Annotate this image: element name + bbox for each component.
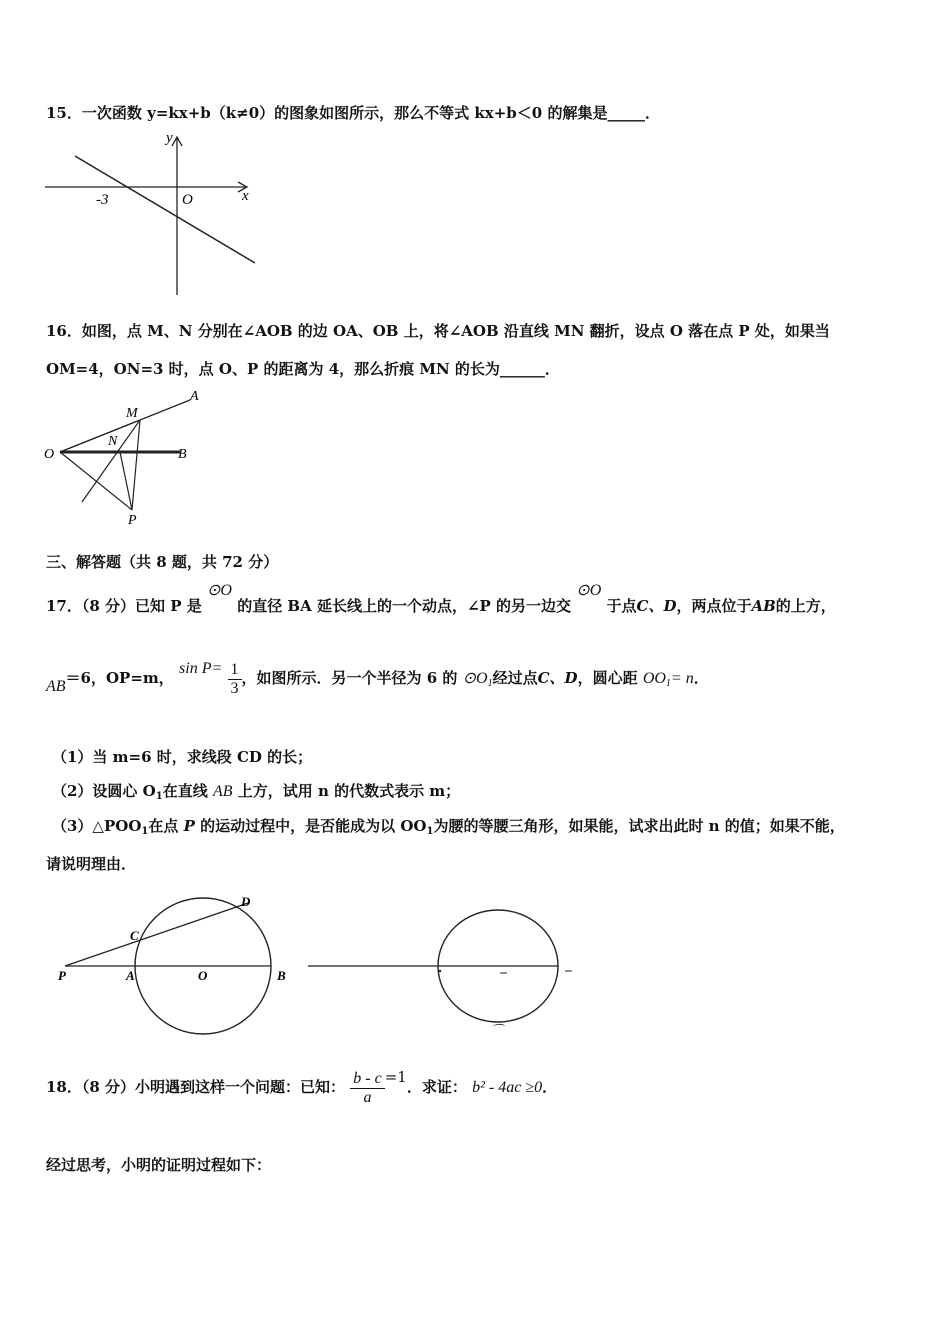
section3-title: 三、解答题（共 8 题，共 72 分） [46, 553, 279, 571]
q17-l2e: ． [693, 669, 709, 687]
q17-sub3a: （3）△POO [52, 817, 142, 835]
q18-line [46, 1068, 557, 1107]
q17-figure1 [50, 890, 300, 1045]
q17-sub3-sub2: 1 [426, 826, 434, 837]
q17-sin-fraction [228, 661, 242, 698]
q17-oo1-main: OO [642, 670, 666, 687]
q17-sin-den: 3 [228, 679, 242, 698]
q17-l1c: 于点 [606, 597, 637, 615]
q17-l2b: ，如图所示．另一个半径为 6 的 [241, 669, 458, 687]
q16-line1: 16．如图，点 M、N 分别在∠AOB 的边 OA、OB 上，将∠AOB 沿直线 MN 翻折，设点 O 落在点 P 处，如果当 [46, 322, 830, 340]
q17-oo1-eq: = n [670, 670, 694, 687]
q17-sub2-sub: 1 [155, 791, 163, 802]
q17-sub3b: 在点 [148, 817, 179, 835]
q16-label-M: M [126, 406, 138, 421]
q17-label-A: A [126, 968, 135, 983]
q15-y-label: y [166, 130, 173, 146]
q17-circle-o2: ⊙O [576, 582, 602, 599]
q18-next: 经过思考，小明的证明过程如下： [46, 1156, 272, 1174]
q17-line-PD [65, 903, 248, 966]
q15-graph [40, 128, 270, 298]
q18-fraction [350, 1070, 384, 1107]
q16-line2: OM=4，ON=3 时，点 O、P 的距离为 4，那么折痕 MN 的长为______． [46, 360, 560, 378]
q17-sub2c: 上方，试用 n 的代数式表示 m； [237, 782, 461, 800]
q15-x-label: x [242, 188, 249, 204]
q17-l2-ab: AB [46, 678, 66, 695]
q17-sin-eq: = [211, 660, 223, 677]
q17-l1d: ，两点位于 [676, 597, 752, 615]
q17-sub2 [52, 780, 460, 802]
q16-label-O: O [44, 447, 55, 462]
q17-sub3c: 的运动过程中，是否能成为以 OO [200, 817, 427, 835]
q17-sin-num: 1 [230, 660, 239, 678]
q17-sub3-p: P [183, 817, 195, 835]
q17-sub3 [52, 815, 845, 837]
q16-label-B: B [178, 447, 187, 462]
q17-figure2 [300, 905, 590, 1040]
q15-intercept-label: -3 [96, 192, 109, 208]
q17-circle-o: ⊙O [207, 582, 232, 599]
q18-expr: b² - 4ac ≥0 [472, 1079, 543, 1096]
q17-circle-o1 [463, 670, 493, 687]
q18-frac-num: b - c [353, 1069, 382, 1087]
q15-function-line [75, 156, 255, 263]
q17-label-P: P [58, 968, 66, 983]
q17-label-D: D [241, 894, 251, 909]
q16-figure [40, 382, 215, 532]
q17-l1c-pts: C、D [636, 597, 677, 615]
q17-label-B: B [277, 968, 286, 983]
q16-label-A: A [190, 389, 199, 404]
q15-origin-label: O [182, 192, 193, 208]
q17-sub1: （1）当 m=6 时，求线段 CD 的长； [52, 748, 313, 766]
q17-sin-label: sin P [179, 660, 212, 677]
q17-l1e: 的上方， [775, 597, 836, 615]
q18-frac-den: a [350, 1088, 384, 1107]
q17-oo1 [643, 670, 694, 687]
q16-segment-MP [132, 420, 140, 510]
q17-l1d-ab: AB [751, 597, 776, 615]
q17-oo1-sub: 1 [665, 678, 671, 689]
q17-l1b: 的直径 BA 延长线上的一个动点，∠P 的另一边交 [237, 597, 572, 615]
q16-label-N: N [108, 434, 118, 449]
q18-b: ．求证： [406, 1078, 467, 1096]
q17-sub2a: （2）设圆心 O [52, 782, 156, 800]
q17-fig2-dot [439, 970, 441, 972]
q17-l2a: ＝6，OP=m， [65, 669, 174, 687]
q17-circle-o1-sub: 1 [487, 678, 493, 689]
q17-l2d: ，圆心距 [577, 669, 638, 687]
q17-l2c: 经过点 [492, 669, 538, 687]
q17-sub3d: 为腰的等腰三角形，如果能，试求出此时 n 的值；如果不能， [433, 817, 845, 835]
q17-line2 [46, 660, 709, 698]
q17-l1a: 17．（8 分）已知 P 是 [46, 597, 202, 615]
q18-c: ． [542, 1078, 558, 1096]
q18-a: 18．（8 分）小明遇到这样一个问题：已知： [46, 1078, 346, 1096]
q17-sub2b: 在直线 [162, 782, 208, 800]
q16-label-P: P [128, 513, 137, 528]
q17-sub2-ab: AB [212, 783, 233, 800]
q15-text: 15．一次函数 y=kx+b（k≠0）的图象如图所示，那么不等式 kx+b＜0 的解集是_____． [46, 104, 660, 122]
q17-label-C: C [130, 928, 139, 943]
q17-l2c-pts: C、D [537, 669, 578, 687]
q17-circle-o1-main: ⊙O [462, 670, 488, 687]
q17-sub3-sub1: 1 [141, 826, 149, 837]
q17-label-O: O [198, 968, 208, 983]
q18-frac-eq: =1 [384, 1068, 407, 1086]
q17-sub3-cont: 请说明理由． [46, 855, 137, 873]
q17-line1 [46, 580, 836, 616]
q17-fig2-bottom-mark: ⌒ [491, 1023, 504, 1037]
